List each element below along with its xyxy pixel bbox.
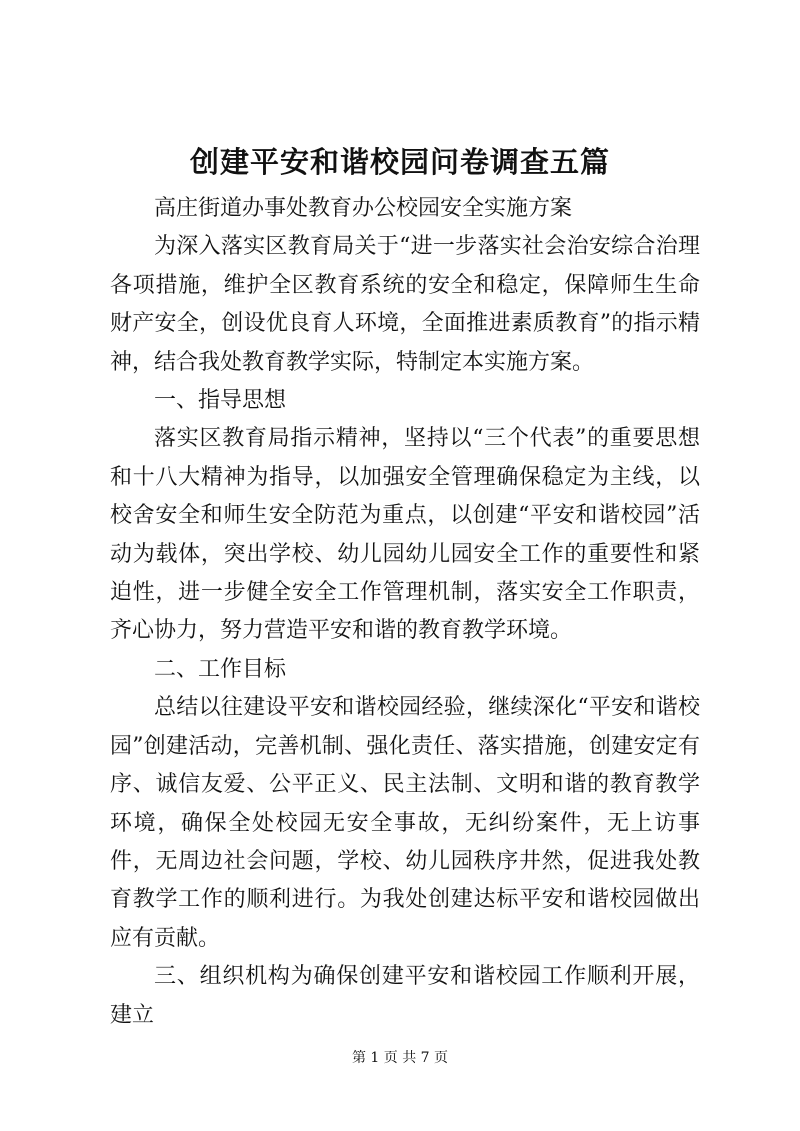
paragraph-subtitle: 高庄街道办事处教育办公校园安全实施方案 (154, 196, 573, 221)
page-footer: 第 1 页 共 7 页 (351, 1050, 449, 1066)
section-heading-guiding-thought: 一、指导思想 (154, 388, 287, 414)
paragraph-organization: 三、组织机构为确保创建平安和谐校园工作顺利开展，建立 (110, 964, 700, 1028)
document-title: 创建平安和谐校园问卷调查五篇 (189, 145, 610, 179)
document-body (110, 190, 700, 1035)
paragraph-guiding-thought: 落实区教育局指示精神，坚持以“三个代表”的重要思想和十八大精神为指导，以加强安全管理确保稳定为主线，以校舍安全和师生安全防范为重点，以创建“平安和谐校园”活动为载体，突出学校、幼儿园幼儿园安全工作的重要性和紧迫性，进一步健全安全工作管理机制，落实安全工作职责，齐心协力，努力营造平安和谐的教育教学环境。 (110, 426, 700, 644)
paragraph-intro: 为深入落实区教育局关于“进一步落实社会治安综合治理各项措施，维护全区教育系统的安全和稳定，保障师生生命财产安全，创设优良育人环境，全面推进素质教育”的指示精神，结合我处教育教学实际，特制定本实施方案。 (110, 234, 700, 375)
section-heading-work-goals: 二、工作目标 (154, 656, 287, 682)
paragraph-work-goals: 总结以往建设平安和谐校园经验，继续深化“平安和谐校园”创建活动，完善机制、强化责任、落实措施，创建安定有序、诚信友爱、公平正义、民主法制、文明和谐的教育教学环境，确保全处校园无安全事故，无纠纷案件，无上访事件，无周边社会问题，学校、幼儿园秩序井然，促进我处教育教学工作的顺利进行。为我处创建达标平安和谐校园做出应有贡献。 (110, 695, 700, 951)
